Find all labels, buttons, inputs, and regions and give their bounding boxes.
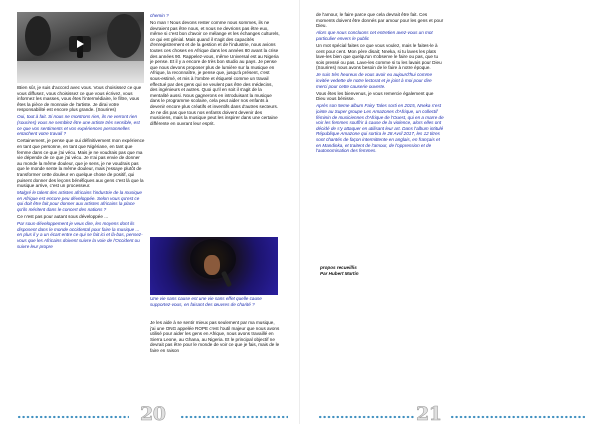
answer-paragraph: Certainement, je pense que oui définitivement mon expérience en tant que personne, en tant que Nigériane, en tant que femme dans ce que j'ai vécu. Mais je ne voudrais pas que ma vie dépende de ce que j'ai vécu. Je n'ai pas envie de donner au monde la même douleur, que je sens, je ne voudrais pas que le monde sente la même douleur, mais j'essaye plutôt de transformer cette douleur en quelque chose de positif, qui puisent donner des leçons bénéfiques aux gens c'est là que la musique arrive, c'est un processeur. — [17, 138, 145, 189]
left-column-text — [17, 85, 145, 403]
left-page — [0, 0, 300, 424]
answer-paragraph: Ce n'est pas pour autant sous développée ... — [17, 214, 109, 220]
question-paragraph: chemin ? — [150, 13, 169, 18]
answer-paragraph: No man ! Nous devons rester comme nous sommes, ils ne devraient pas être nous, et nous ne devrions pas être eux, même si c'est bon d'avoir ce mélange et les échanges culturels, ce qui est génial. Mais quand il s'agit des capacités d'enregistrement et de la gestion et de l'industrie, nous avions toutes ces choses en Afrique dans les années 80 avant la crise des années 90. Rappelez-vous, même Universal est au Nigeria je pense. Et il y a encore de très bon studio au pays. Je pense que nous devons proposer plus de lumière sur la musique en Afrique, la reconnaître, je pense que, jusqu'à présent, c'est sous-estimé, et mis à l'ombre et étiqueté comme un travail effectué par des gens qui ne veulent pas être des médecins, des ingénieurs et autres. Quoi qu'il en soit il s'agit de la mentalité aussi. Nous gagnerons en introduisant la musique dans le programme scolaire, cela peut aider nos enfants à devenir encore plus créatifs et inventifs dans d'autres secteurs. Je ne dis pas que tous nos enfants doivent devenir des musiciens, mais la musique peut les inspirer dans une certaine différente en ouvrant leur esprit. — [150, 20, 280, 126]
question-paragraph: Oui, tout à fait. Si nous ne montrons rien, ils ne verront rien (sourires) vous ne semblez être une artiste très sensible, est ce que vos sentiments et vos expériences personnelles entachent votre travail ? — [17, 114, 140, 137]
answer-paragraph: Un mot spécial faites ce que vous voulez, mais le faites-le à cent pour cent. Mon père disait; Nneka, si tu laves les plats lave-les bien que quelqu'un s'observe le faire ou pas, que tu sois pressé ou pas. Lave-les comme si tu les lavais pour Dieu (Sourires) nous avons besoin de le faire à notre époque. — [316, 42, 442, 71]
face-shape — [204, 255, 220, 275]
right-column-text — [316, 12, 444, 252]
video-thumbnail[interactable] — [17, 12, 144, 83]
question-paragraph: Par sous-développement je veux dire, les moyens dont ils disposent dans le monde occidental pour faire la musique ... en plus il y a un écart entre ce qui se fait ici et là-bas, pensez-vous que les Africains doivent suivre la voie de l'Occident ou suivre leur propre — [17, 221, 143, 249]
footer-dots — [318, 415, 414, 419]
question-paragraph: Alors que nous concluons cet entretien avez-vous un mot particulier envers le public — [316, 30, 433, 41]
right-page — [300, 0, 600, 424]
page-number: 20 — [140, 403, 166, 425]
tree-shape — [107, 14, 141, 58]
interview-credit — [320, 265, 430, 277]
microphone-shape — [221, 271, 232, 288]
footer-dots — [450, 415, 585, 419]
tree-shape — [25, 16, 51, 56]
answer-paragraph: de l'amour, le faire parce que cela devrait être fait. Ces moments doivent être donnés par amour pour les gens et pour Dieu. — [316, 12, 444, 29]
answer-paragraph: Je les aide à se sentir mieux pas seulement par ma musique, j'ai une ONG appelée ROPE c'est l'outil majeur que nous avons utilisé pour aider les gens en Afrique, nous avons travaillé en Sierra Leone, au Ghana, au Nigeria. Et le principal objectif ne devrait pas être pour le monde de voir ce que je fais, mais de le faire en raison — [150, 320, 280, 353]
question-paragraph: Malgré le talent des artistes africains l'industrie de la musique en Afrique est encore peu développée. Selon vous qu'est ce qui doit être fait pour donner aux artistes africains la place qu'ils méritent dans le concert des nations ? — [17, 190, 142, 212]
credit-line: propos recueillis — [320, 265, 357, 270]
middle-column-text — [150, 13, 280, 235]
play-icon[interactable] — [69, 36, 91, 52]
singer-photo — [150, 237, 278, 295]
question-paragraph: Je suis très heureux de vous avoir eu aujourd'hui comme invitée vedette de notre lectorat et je joint à moi pour dire merci pour cette causerie ouverte. — [316, 72, 433, 89]
answer-paragraph: Vous êtes les bienvenus, je vous remercie également que Dieu vous bénisse. — [316, 90, 434, 102]
credit-author: Par Hubert Martin — [320, 270, 359, 276]
question-paragraph: Après son 5eme album Fairy Tales sorti en 2015, Nneka s'est jointe au Super groupe Les Amazones d'Afrique, un collectif féminin de musiciennes d'Afrique de l'Ouest, qui en a marre de voir les femmes souffrir à cause de la violence, alors elles ont décidé de s'y attaquer en utilisant leur art. Dans l'album intitulé République Amazone qui sortira le 28 Avril 2017, les 12 titres sont chantés de façon intermittente en anglais, en français et en Mandinka, et traitent de l'amour, de l'oppression et de l'autonomisation des femmes. — [316, 103, 444, 154]
footer-dots — [17, 415, 129, 419]
middle-column-bottom-text — [150, 320, 280, 368]
road-shape — [17, 61, 144, 83]
footer-dots — [180, 415, 288, 419]
photo-caption: Une vie sans cause est une vie sans effet quelle cause supportez-vous, en faisant des œuvres de charité ? — [150, 296, 262, 307]
page-number: 21 — [416, 403, 442, 425]
answer-paragraph: IBien sûr, je suis d'accord avec vous. Vous choisissez ce que vous diffusez, vous choisissez ce que vous écrivez, vous informez les masses, vous êtes l'intermédiaire, le filtre, vous êtes la pièce de monnaie de l'artiste. Je dirai votre responsabilité est encore plus grande. (Sourires) — [17, 85, 142, 113]
